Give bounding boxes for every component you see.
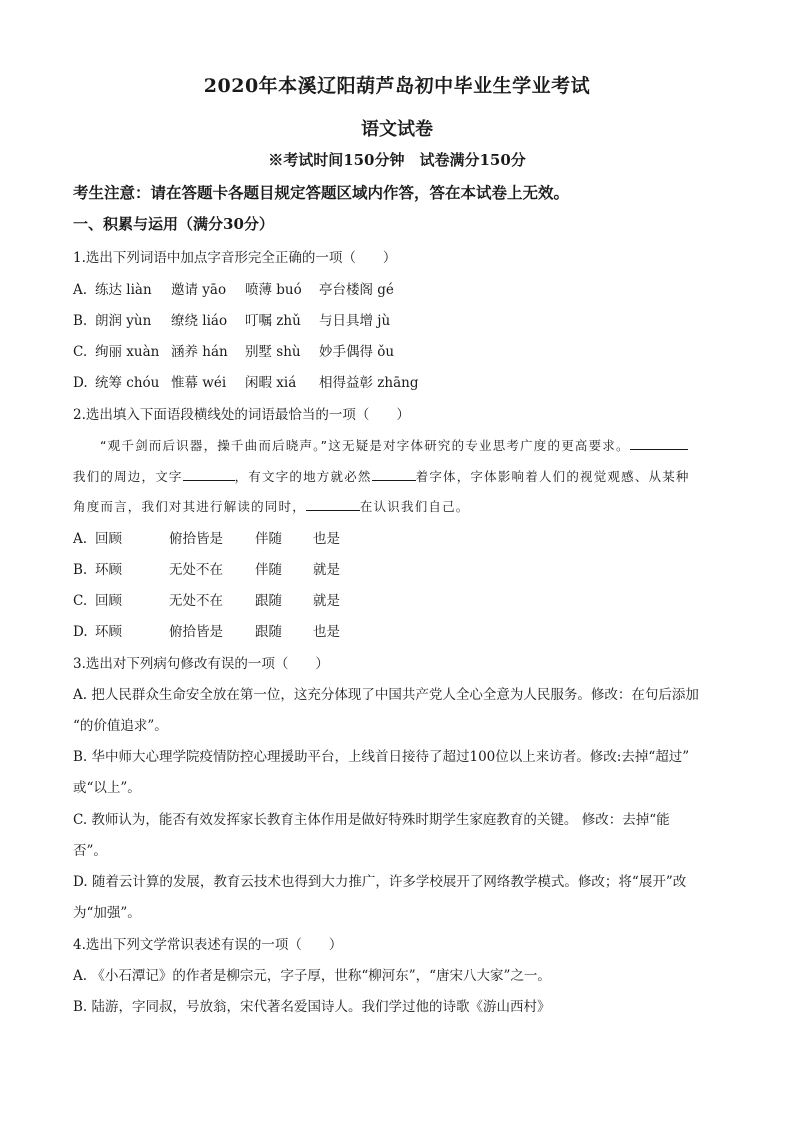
section-heading: 一、积累与运用（满分30分） bbox=[73, 215, 274, 233]
option-item: 绚丽 xuàn bbox=[95, 344, 160, 360]
q4-stem: 4.选出下列文学常识表述有误的一项（ ） bbox=[73, 937, 343, 953]
q2-passage-line-1 bbox=[100, 436, 688, 454]
answer-blank bbox=[372, 468, 416, 481]
answer-blank bbox=[183, 468, 235, 481]
passage-text: 在认识我们自己。 bbox=[359, 499, 470, 514]
option-item: 无处不在 bbox=[169, 562, 223, 578]
q3-option-a-line-2: “的价值追求”。 bbox=[73, 718, 168, 734]
option-item: 亭台楼阁 gé bbox=[319, 282, 394, 298]
q3-option-c-line-2: 否”。 bbox=[73, 843, 107, 859]
option-item: 闲暇 xiá bbox=[245, 375, 297, 391]
q1-option-d bbox=[73, 371, 429, 391]
exam-info: ※考试时间150分钟 试卷满分150分 bbox=[268, 151, 526, 169]
q1-option-c bbox=[73, 340, 429, 360]
q1-stem: 1.选出下列词语中加点字音形完全正确的一项（ ） bbox=[73, 250, 397, 266]
passage-text: 我们的周边，文字 bbox=[73, 469, 183, 484]
q4-option-a: A. 《小石潭记》的作者是柳宗元，字子厚，世称“柳河东”，“唐宋八大家”之一。 bbox=[73, 968, 551, 984]
option-label: C. bbox=[73, 593, 88, 609]
q2-stem: 2.选出填入下面语段横线处的词语最恰当的一项（ ） bbox=[73, 407, 410, 423]
option-item: 涵养 hán bbox=[171, 344, 228, 360]
option-label: D. bbox=[73, 624, 88, 640]
q3-option-c-line-1: C. 教师认为，能否有效发挥家长教育主体作用是做好特殊时期学生家庭教育的关键。 修改：去掉“能 bbox=[73, 812, 670, 828]
q2-option-b bbox=[73, 558, 373, 578]
option-item: 回顾 bbox=[95, 593, 122, 609]
q3-option-d-line-1: D. 随着云计算的发展，教育云技术也得到大力推广，许多学校展开了网络教学模式。修改；将“展开”改 bbox=[73, 874, 687, 890]
option-item: 练达 liàn bbox=[95, 282, 152, 298]
passage-text: ，有文字的地方就必然 bbox=[234, 469, 372, 484]
option-item: 跟随 bbox=[255, 624, 282, 640]
option-item: 别墅 shù bbox=[245, 344, 301, 360]
option-item: 伴随 bbox=[255, 562, 282, 578]
q2-option-a bbox=[73, 527, 373, 547]
exam-title: 2020年本溪辽阳葫芦岛初中毕业生学业考试 bbox=[203, 75, 591, 97]
option-item: 伴随 bbox=[255, 531, 282, 547]
option-item: 相得益彰 zhāng bbox=[319, 375, 419, 391]
option-label: C. bbox=[73, 344, 88, 360]
option-item: 妙手偶得 ǒu bbox=[319, 344, 395, 360]
option-item: 缭绕 liáo bbox=[171, 313, 228, 329]
option-label: B. bbox=[73, 562, 88, 578]
option-label: A. bbox=[73, 282, 88, 298]
option-label: B. bbox=[73, 313, 88, 329]
option-item: 也是 bbox=[313, 531, 340, 547]
answer-blank bbox=[306, 498, 360, 511]
passage-text: 着字体，字体影响着人们的视觉观感、从某种 bbox=[415, 469, 690, 484]
q4-option-b: B. 陆游，字同叔，号放翁，宋代著名爱国诗人。我们学过他的诗歌《游山西村》 bbox=[73, 999, 551, 1015]
q3-option-d-line-2: 为“加强”。 bbox=[73, 905, 141, 921]
option-item: 环顾 bbox=[95, 562, 122, 578]
option-item: 惟幕 wéi bbox=[171, 375, 227, 391]
q2-passage-line-2 bbox=[73, 467, 690, 485]
option-item: 无处不在 bbox=[169, 593, 223, 609]
option-item: 环顾 bbox=[95, 624, 122, 640]
q2-passage-line-3 bbox=[73, 497, 470, 515]
option-item: 邀请 yāo bbox=[171, 282, 227, 298]
q2-option-c bbox=[73, 589, 373, 609]
option-item: 与日具增 jù bbox=[319, 313, 391, 329]
passage-text: “观千剑而后识器，操千曲而后晓声。”这无疑是对字体研究的专业思考广度的更高要求。 bbox=[100, 438, 630, 453]
option-item: 跟随 bbox=[255, 593, 282, 609]
answer-blank bbox=[630, 437, 688, 450]
exam-subtitle: 语文试卷 bbox=[361, 119, 433, 140]
option-item: 统筹 chóu bbox=[95, 375, 160, 391]
q3-stem: 3.选出对下列病句修改有误的一项（ ） bbox=[73, 656, 329, 672]
option-item: 喷薄 buó bbox=[245, 282, 302, 298]
q1-option-b bbox=[73, 309, 429, 329]
option-label: D. bbox=[73, 375, 88, 391]
candidate-notice: 考生注意：请在答题卡各题目规定答题区域内作答，答在本试卷上无效。 bbox=[73, 183, 570, 202]
q3-option-a-line-1: A. 把人民群众生命安全放在第一位，这充分体现了中国共产党人全心全意为人民服务。修改：在句后添加 bbox=[73, 687, 699, 703]
option-item: 俯拾皆是 bbox=[169, 531, 223, 547]
q3-option-b-line-2: 或“以上”。 bbox=[73, 780, 141, 796]
option-item: 也是 bbox=[313, 624, 340, 640]
option-item: 叮嘱 zhǔ bbox=[245, 313, 301, 329]
option-item: 就是 bbox=[313, 562, 340, 578]
q2-option-d bbox=[73, 620, 373, 640]
option-label: A. bbox=[73, 531, 88, 547]
passage-text: 角度而言，我们对其进行解读的同时， bbox=[73, 499, 306, 514]
option-item: 俯拾皆是 bbox=[169, 624, 223, 640]
q1-option-a bbox=[73, 278, 429, 298]
option-item: 就是 bbox=[313, 593, 340, 609]
option-item: 回顾 bbox=[95, 531, 122, 547]
q3-option-b-line-1: B. 华中师大心理学院疫情防控心理援助平台，上线首日接待了超过100位以上来访者。修改:去掉“超过” bbox=[73, 749, 690, 765]
option-item: 朗润 yùn bbox=[95, 313, 152, 329]
